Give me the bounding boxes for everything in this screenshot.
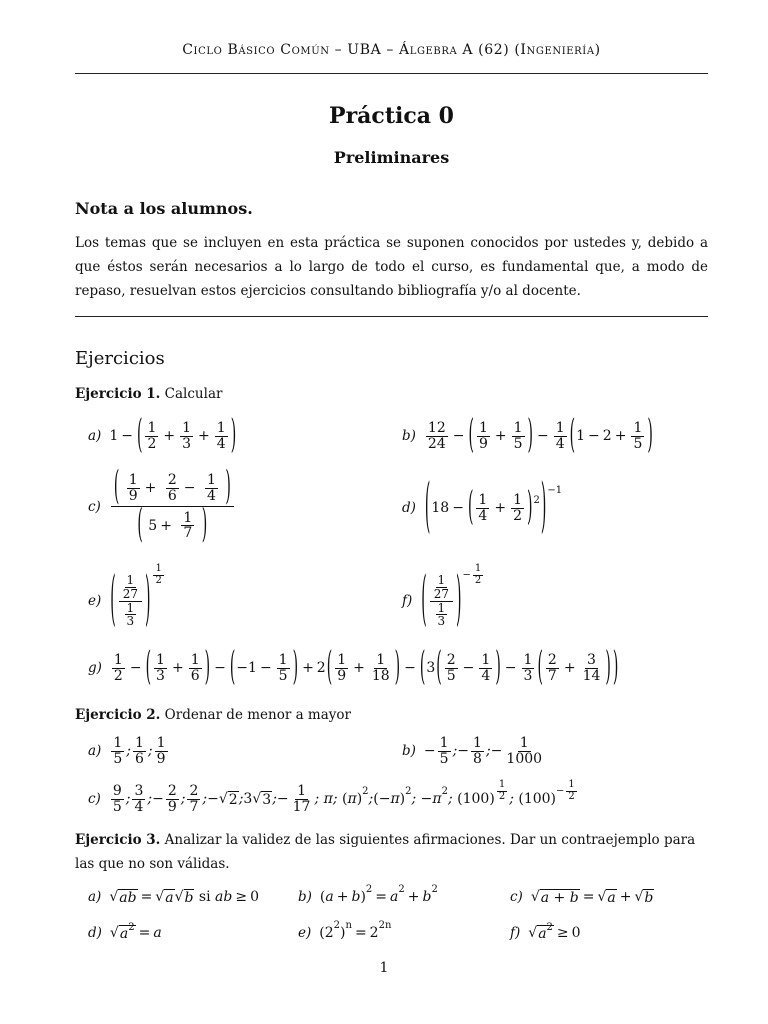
item-label: c): [88, 499, 101, 515]
note-paragraph: Los temas que se incluyen en esta práctica se suponen conocidos por ustedes y, debido a que éstos serán necesarios a lo largo de todo el curso, es fundamental que, a modo de repaso, resuelvan estos ejercicios consultando bibliografía y/o al docente.: [75, 235, 708, 299]
page-title: Práctica 0: [329, 103, 454, 129]
item-label: b): [402, 428, 416, 444]
page-subtitle: Preliminares: [333, 148, 450, 167]
exercise-3d: [88, 921, 162, 945]
item-label: e): [298, 925, 312, 941]
item-label: a): [88, 743, 102, 759]
item-label: c): [510, 889, 523, 905]
formula-3f: √ $a^2$ ≥ 0: [528, 921, 581, 942]
exercise-3-text: Analizar la validez de las siguientes afirmaciones. Dar un contraejemplo para las que no son válidas.: [75, 832, 696, 872]
exercise-1g: [88, 645, 619, 691]
formula-3e: (2 $^2$ ) $^n$ = 2 $^{2n}$: [319, 919, 392, 941]
item-label: a): [88, 889, 102, 905]
exercises-heading: Ejercicios: [75, 348, 165, 369]
formula-1g: $\frac{1}{2}$ − ( $\frac{1}{3}$ + $\frac{1}{6}$ ) − ( −1 − $\frac{1}{5}$ ) + 2 ( $\frac{1}{9}$ + $\frac{1}{18}$ ) − ( 3 ( $\frac{2}{5}$ − $\frac{1}{4}$ ) − $\frac{1}{3}$ ( $\frac{2}{7}$ + $\frac{3}{14}$ ) ): [113, 645, 619, 691]
item-label: f): [510, 925, 521, 941]
exercise-2b: [402, 732, 546, 770]
exercise-1d: [402, 474, 563, 542]
exercise-3c: [510, 885, 654, 909]
formula-1c: ( $\frac{1}{9}$ + $\frac{2}{6}$ − $\frac{1}{4}$ ) ( 5 + $\frac{1}{7}$ ): [109, 473, 236, 541]
item-label: b): [298, 889, 312, 905]
formula-2a: $\frac{1}{5}$ ; $\frac{1}{6}$ ; $\frac{1}{9}$: [113, 734, 166, 767]
exercise-1-number: Ejercicio 1.: [75, 386, 161, 402]
exercise-1a: [88, 413, 237, 459]
item-label: d): [88, 925, 102, 941]
exercise-1f: [402, 565, 485, 637]
exercise-1e: [88, 565, 166, 637]
formula-3d: √ $a^2$ = a: [109, 921, 162, 942]
formula-2c: $\frac{9}{5}$ ; $\frac{3}{4}$ ; − $\frac{2}{9}$ ; $\frac{2}{7}$ ; − √ 2 ; 3 √ 3 ; − $\frac{1}{17}$ ; π; ( π ) $^2$ ; (− π ) $^2$ ; − π $^2$ ; (100) $^{\frac{1}{2}}$ ; (100) $^{- \frac{1}{2}}$: [112, 779, 575, 815]
item-label: f): [402, 593, 413, 609]
formula-1b: $\frac{12}{24}$ − ( $\frac{1}{9}$ + $\frac{1}{5}$ ) − $\frac{1}{4}$ ( 1 − 2 + $\frac{1}{5}$ ): [427, 413, 653, 459]
exercise-2-title: [75, 707, 351, 723]
exercise-3-number: Ejercicio 3.: [75, 832, 161, 848]
item-label: a): [88, 428, 102, 444]
page-header: Ciclo Básico Común – UBA – Álgebra A (62) (Ingeniería): [182, 42, 601, 58]
exercise-2c: [88, 780, 579, 818]
formula-1a: 1 − ( $\frac{1}{2}$ + $\frac{1}{3}$ + $\frac{1}{4}$ ): [109, 413, 237, 459]
formula-3a: √ ab = √ a √ b si ab ≥ 0: [109, 888, 259, 906]
header-rule: [75, 73, 708, 74]
exercise-1c: [88, 467, 236, 547]
exercise-3a: [88, 885, 259, 909]
note-heading: Nota a los alumnos.: [75, 199, 253, 218]
item-label: c): [88, 791, 101, 807]
formula-3c: √ a + b = √ a + √ b: [530, 888, 654, 906]
formula-1f: ( $\frac{\frac{1}{27}}{\frac{1}{3}}$ ) $^{- \frac{1}{2}}$: [421, 563, 482, 635]
item-label: b): [402, 743, 416, 759]
item-label: g): [88, 660, 102, 676]
exercise-2a: [88, 732, 170, 770]
formula-1e: ( $\frac{\frac{1}{27}}{\frac{1}{3}}$ ) $^{\frac{1}{2}}$: [110, 563, 162, 635]
item-label: e): [88, 593, 102, 609]
exercise-1-text: Calcular: [164, 386, 223, 402]
item-label: d): [402, 500, 416, 516]
formula-1d: ( 18 − ( $\frac{1}{4}$ + $\frac{1}{2}$ ) $^2$ ) $^{-1}$: [424, 474, 563, 542]
exercise-3-title: [75, 828, 708, 876]
page-number: 1: [379, 960, 389, 976]
formula-2b: − $\frac{1}{5}$ ; − $\frac{1}{8}$ ; − $\frac{1}{1000}$: [423, 734, 543, 767]
exercise-1-title: [75, 386, 222, 402]
exercise-2-number: Ejercicio 2.: [75, 707, 161, 723]
note-rule: [75, 316, 708, 317]
exercise-1b: [402, 413, 654, 459]
formula-3b: ( a + b ) $^2$ = a $^2$ + b $^2$: [319, 883, 438, 905]
exercise-3e: [298, 921, 391, 945]
exercise-3f: [510, 921, 581, 945]
exercise-3b: [298, 885, 438, 909]
exercise-2-text: Ordenar de menor a mayor: [164, 707, 351, 723]
